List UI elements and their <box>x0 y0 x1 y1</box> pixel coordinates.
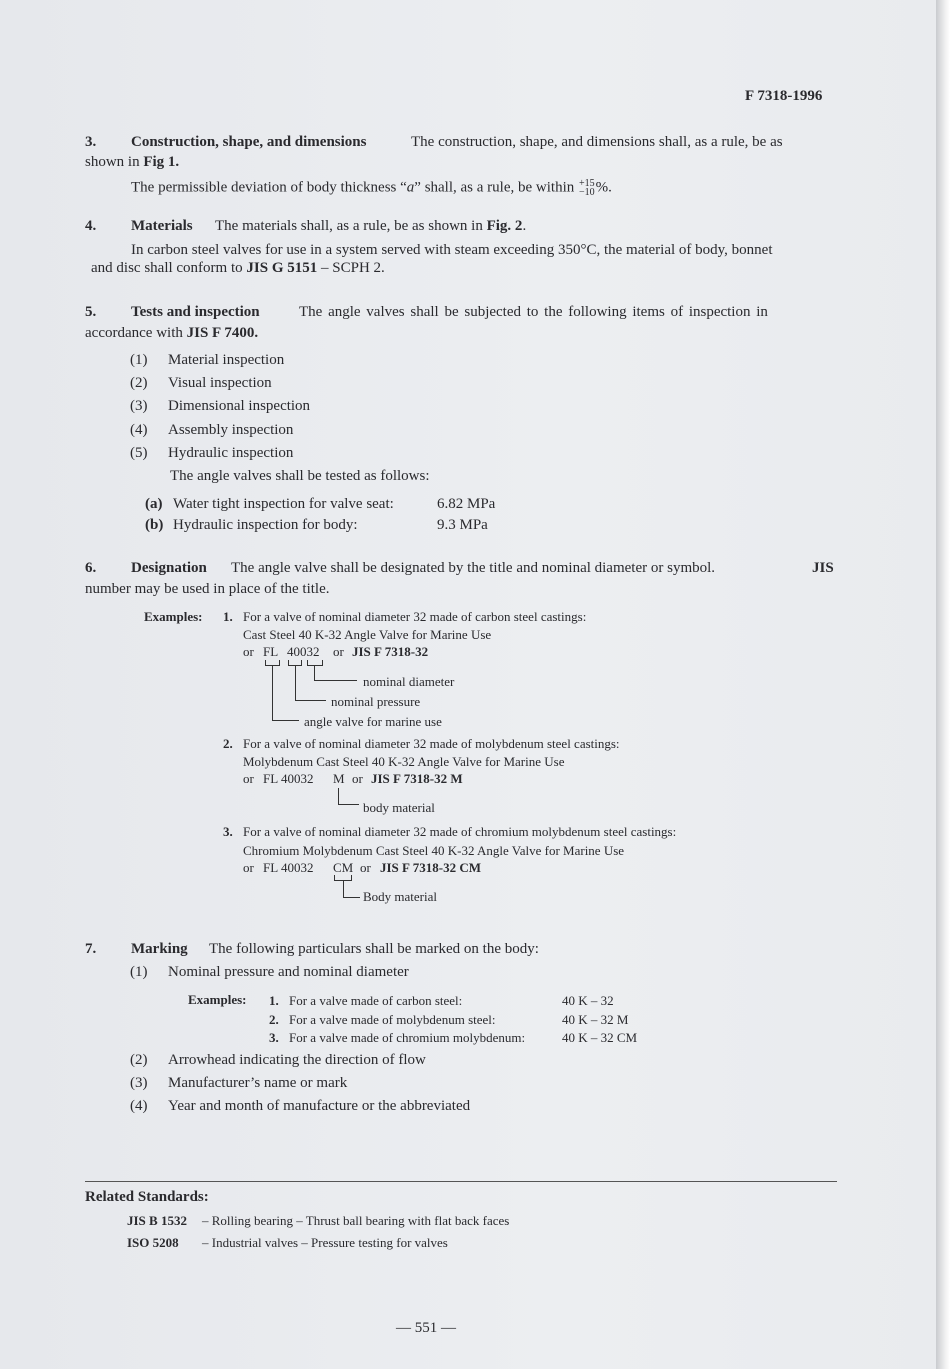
designation-title: Chromium Molybdenum Cast Steel 40 K-32 Angle Valve for Marine Use <box>243 843 625 858</box>
standard-code: F 7318-1996 <box>745 88 823 104</box>
example-number: 3. <box>223 824 233 839</box>
list-item-number: (5) <box>130 445 148 461</box>
section-text: In carbon steel valves for use in a system served with steam exceeding 350°C, the material of body, bonnet <box>131 242 773 258</box>
tolerance-text: The permissible deviation of body thickness “a” shall, as a rule, be within +15 −10%. <box>131 178 612 198</box>
list-item: Dimensional inspection <box>168 398 311 414</box>
jis-designation: JIS F 7318-32 CM <box>380 860 481 875</box>
standard-title: – Rolling bearing – Thrust ball bearing with flat back faces <box>202 1213 510 1228</box>
section-title: Construction, shape, and dimensions <box>131 134 367 150</box>
test-label: Water tight inspection for valve seat: <box>173 496 394 512</box>
symbol-material: M <box>333 771 345 786</box>
list-item: Nominal pressure and nominal diameter <box>168 964 409 980</box>
list-item: Arrowhead indicating the direction of flow <box>168 1052 426 1068</box>
example-text: For a valve made of carbon steel: <box>289 993 463 1008</box>
list-item-number: (4) <box>130 422 148 438</box>
leader-line <box>343 881 360 898</box>
test-value: 6.82 MPa <box>437 496 496 512</box>
section-text: accordance with JIS F 7400. <box>85 325 259 341</box>
example-number: 1. <box>269 993 279 1008</box>
standard-code-ref: JIS B 1532 <box>127 1213 187 1228</box>
label-angle-valve: angle valve for marine use <box>304 714 442 729</box>
figure-reference: Fig. 2 <box>486 218 523 234</box>
marking-value: 40 K – 32 M <box>562 1012 629 1027</box>
section-text: and disc shall conform to JIS G 5151 – SCPH 2. <box>91 260 385 276</box>
list-item-number: (4) <box>130 1098 148 1114</box>
symbol-fl: FL <box>263 644 279 659</box>
example-number: 3. <box>269 1030 279 1045</box>
test-number: (b) <box>145 517 164 533</box>
marking-value: 40 K – 32 <box>562 993 614 1008</box>
leader-line <box>295 666 326 701</box>
example-text: For a valve of nominal diameter 32 made of chromium molybdenum steel castings: <box>243 824 677 839</box>
list-item-number: (3) <box>130 398 148 414</box>
jis-reference: JIS <box>812 560 834 576</box>
list-item-number: (1) <box>130 352 148 368</box>
section-number: 6. <box>85 560 97 576</box>
example-text: For a valve made of chromium molybdenum: <box>289 1030 526 1045</box>
section-number: 7. <box>85 941 97 957</box>
jis-designation: JIS F 7318-32 M <box>371 771 463 786</box>
tested-text: The angle valves shall be tested as follows: <box>170 468 430 484</box>
list-item: Manufacturer’s name or mark <box>168 1075 348 1091</box>
section-text: The angle valves shall be subjected to the following items of inspection in <box>299 304 768 320</box>
list-item-number: (2) <box>130 1052 148 1068</box>
jis-reference: JIS F 7400. <box>186 325 259 341</box>
related-title: Related Standards: <box>85 1189 209 1205</box>
jis-reference: JIS G 5151 <box>246 260 318 276</box>
section-title: Designation <box>131 560 207 576</box>
list-item-number: (2) <box>130 375 148 391</box>
figure-reference: Fig 1. <box>143 154 180 170</box>
list-item: Year and month of manufacture or the abbreviated <box>168 1098 471 1114</box>
label-body-material: Body material <box>363 889 438 904</box>
jis-designation: JIS F 7318-32 <box>352 644 429 659</box>
section-text: The construction, shape, and dimensions shall, as a rule, be as <box>411 134 783 150</box>
example-text: For a valve of nominal diameter 32 made of molybdenum steel castings: <box>243 736 620 751</box>
example-text: For a valve of nominal diameter 32 made of carbon steel castings: <box>243 609 587 624</box>
label-nominal-diameter: nominal diameter <box>363 674 455 689</box>
example-text: For a valve made of molybdenum steel: <box>289 1012 496 1027</box>
section-title: Tests and inspection <box>131 304 260 320</box>
test-number: (a) <box>145 496 163 512</box>
section-text: shown in Fig 1. <box>85 154 180 170</box>
page-edge-shadow <box>936 0 950 1369</box>
section-number: 5. <box>85 304 97 320</box>
examples-label: Examples: <box>188 992 247 1007</box>
symbol-code: 40032 <box>287 644 320 659</box>
list-item-number: (1) <box>130 964 148 980</box>
symbol-material: CM <box>333 860 354 875</box>
example-number: 1. <box>223 609 233 624</box>
label-nominal-pressure: nominal pressure <box>331 694 421 709</box>
section-title: Marking <box>131 941 188 957</box>
label-body-material: body material <box>363 800 435 815</box>
leader-line <box>338 788 359 805</box>
list-item-number: (3) <box>130 1075 148 1091</box>
section-title: Materials <box>131 218 193 234</box>
divider <box>85 1181 837 1182</box>
list-item: Visual inspection <box>168 375 272 391</box>
list-item: Hydraulic inspection <box>168 445 294 461</box>
section-number: 3. <box>85 134 97 150</box>
list-item: Material inspection <box>168 352 285 368</box>
test-label: Hydraulic inspection for body: <box>173 517 358 533</box>
or-word: or <box>360 860 371 875</box>
leader-line <box>272 666 299 721</box>
page-number: — 551 — <box>396 1320 456 1336</box>
section-text: The materials shall, as a rule, be as shown in Fig. 2. <box>215 218 527 234</box>
or-word: or <box>243 860 254 875</box>
tolerance-fraction: +15 −10 <box>579 178 595 198</box>
or-word: or <box>333 644 344 659</box>
section-text: number may be used in place of the title. <box>85 581 330 597</box>
or-word: or <box>352 771 363 786</box>
example-number: 2. <box>223 736 233 751</box>
section-number: 4. <box>85 218 97 234</box>
symbol-code: FL 40032 <box>263 860 314 875</box>
examples-label: Examples: <box>144 609 203 624</box>
standard-title: – Industrial valves – Pressure testing for valves <box>202 1235 448 1250</box>
or-word: or <box>243 644 254 659</box>
example-number: 2. <box>269 1012 279 1027</box>
section-text: The angle valve shall be designated by the title and nominal diameter or symbol. <box>231 560 716 576</box>
designation-title: Molybdenum Cast Steel 40 K-32 Angle Valve for Marine Use <box>243 754 565 769</box>
symbol-code: FL 40032 <box>263 771 314 786</box>
section-text: The following particulars shall be marked on the body: <box>209 941 539 957</box>
or-word: or <box>243 771 254 786</box>
designation-title: Cast Steel 40 K-32 Angle Valve for Marine Use <box>243 627 492 642</box>
marking-value: 40 K – 32 CM <box>562 1030 638 1045</box>
list-item: Assembly inspection <box>168 422 294 438</box>
test-value: 9.3 MPa <box>437 517 488 533</box>
standard-code-ref: ISO 5208 <box>127 1235 179 1250</box>
